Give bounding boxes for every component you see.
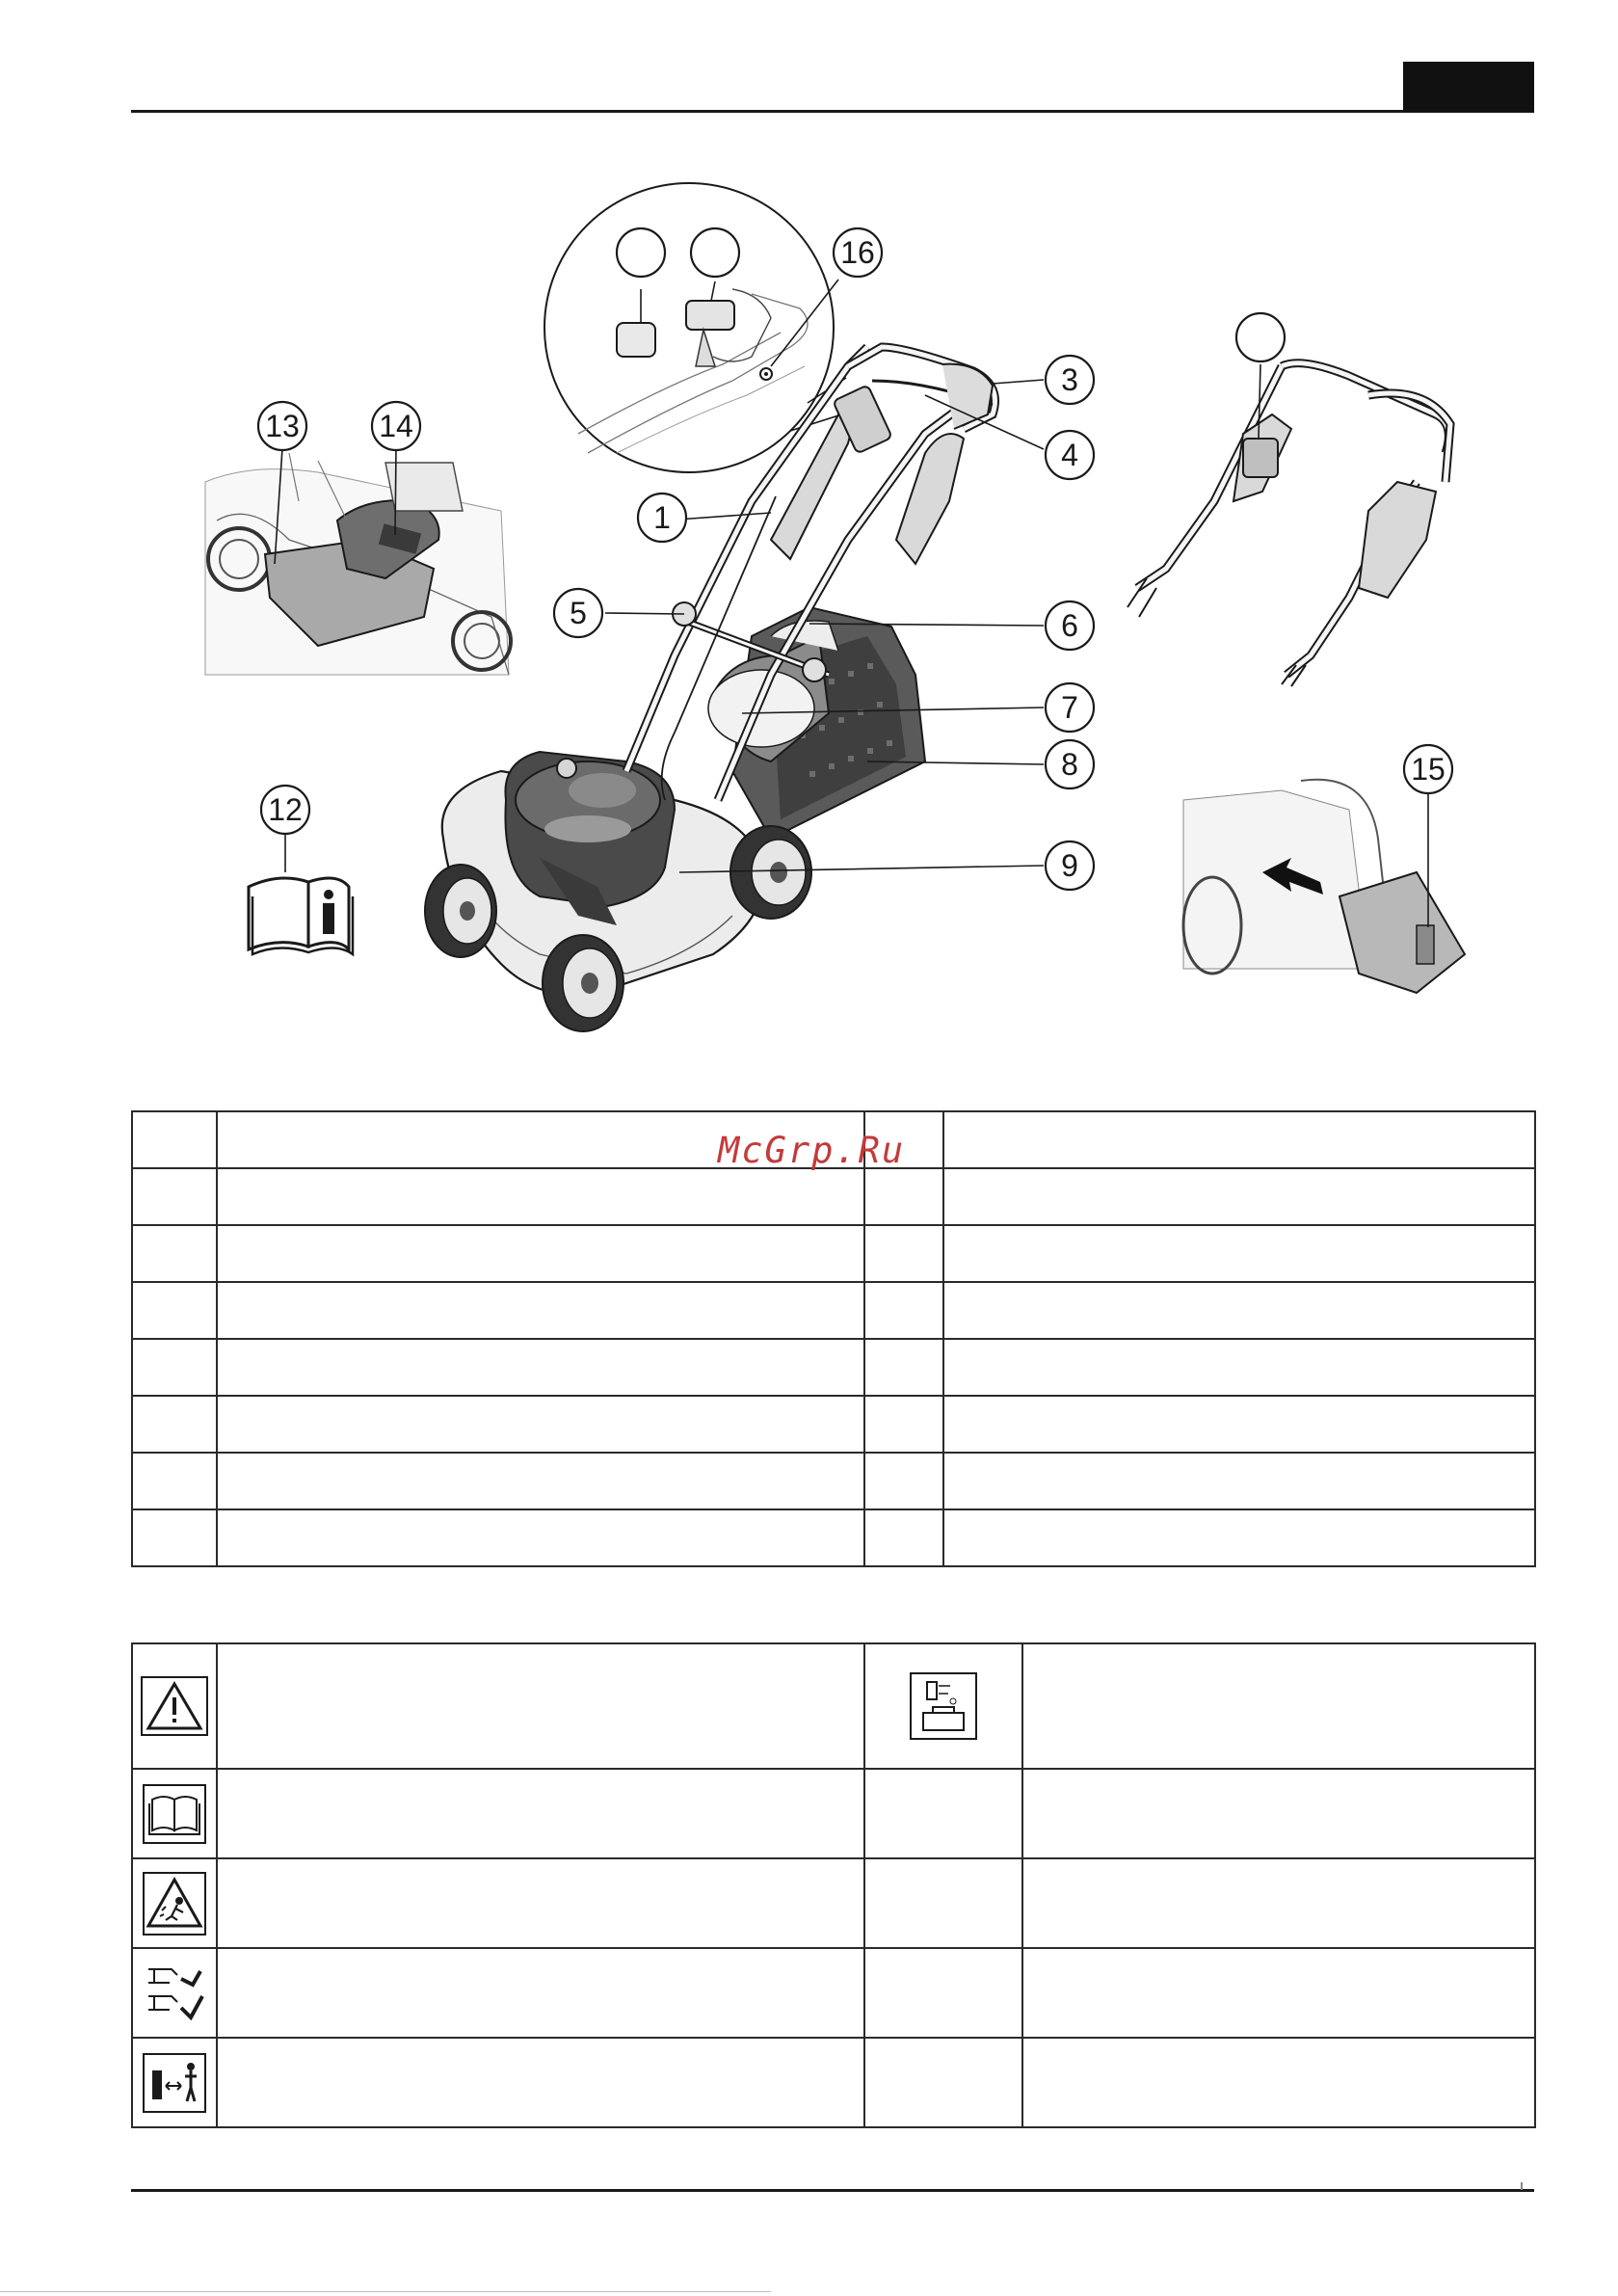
svg-text:5: 5 <box>570 596 587 630</box>
svg-text:9: 9 <box>1061 848 1078 883</box>
part-number-cell <box>132 1339 217 1396</box>
part-description-cell <box>943 1111 1535 1168</box>
part-number-cell <box>864 1339 943 1396</box>
callout-16 <box>834 228 882 277</box>
part-number-cell <box>132 1111 217 1168</box>
callout-8 <box>1046 740 1094 788</box>
symbol-row <box>132 1643 1535 1769</box>
symbol-description <box>217 1858 864 1948</box>
scan-edge-line <box>0 2291 771 2292</box>
symbol-icon-cell <box>864 1769 1022 1858</box>
part-description-cell <box>943 1282 1535 1339</box>
symbol-icon-cell <box>864 1643 1022 1769</box>
symbol-description <box>217 1769 864 1858</box>
rear-flap-detail <box>205 448 511 675</box>
handle-detail-magnifier <box>544 183 872 472</box>
part-description-cell <box>217 1168 864 1225</box>
symbol-description <box>217 1643 864 1769</box>
front-left-wheel <box>425 865 496 957</box>
symbol-icon-cell <box>864 1948 1022 2038</box>
part-description-cell <box>217 1282 864 1339</box>
part-number-cell <box>132 1225 217 1282</box>
callout-3 <box>1046 356 1094 404</box>
parts-row <box>132 1453 1535 1509</box>
flying-debris-icon <box>143 1872 206 1936</box>
symbol-icon-cell <box>864 2038 1022 2127</box>
parts-row <box>132 1282 1535 1339</box>
part-number-cell <box>132 1453 217 1509</box>
part-number-cell <box>864 1453 943 1509</box>
front-right-wheel <box>543 935 623 1031</box>
callout-12 <box>261 786 309 834</box>
parts-row <box>132 1168 1535 1225</box>
symbol-icon-cell <box>864 1858 1022 1948</box>
blade-check-icon <box>143 1963 206 2023</box>
symbol-icon-cell <box>132 1643 217 1769</box>
part-number-cell <box>864 1168 943 1225</box>
mulch-plug-detail <box>1183 779 1470 993</box>
symbol-row <box>132 1769 1535 1858</box>
safety-symbols-table <box>131 1642 1536 2128</box>
part-description-cell <box>217 1225 864 1282</box>
part-number-cell <box>132 1509 217 1566</box>
symbol-description <box>217 2038 864 2127</box>
symbol-icon-cell <box>132 2038 217 2127</box>
symbol-description <box>1022 1948 1535 2038</box>
symbol-row <box>132 2038 1535 2127</box>
callout-13 <box>258 402 306 450</box>
symbol-description <box>1022 1769 1535 1858</box>
svg-text:15: 15 <box>1411 752 1446 787</box>
part-description-cell <box>943 1396 1535 1453</box>
engine-service-icon <box>910 1672 977 1740</box>
part-number-cell <box>132 1396 217 1453</box>
symbol-row <box>132 1858 1535 1948</box>
manual-reference-icon <box>249 834 353 954</box>
part-description-cell <box>943 1168 1535 1225</box>
parts-row <box>132 1396 1535 1453</box>
svg-text:4: 4 <box>1061 438 1078 472</box>
callout-7 <box>1046 683 1094 732</box>
svg-text:8: 8 <box>1061 747 1078 782</box>
part-number-cell <box>864 1282 943 1339</box>
part-description-cell <box>217 1509 864 1566</box>
symbol-icon-cell <box>132 1948 217 2038</box>
symbol-description <box>1022 1858 1535 1948</box>
part-description-cell <box>943 1453 1535 1509</box>
svg-text:13: 13 <box>265 409 300 443</box>
part-number-cell <box>132 1168 217 1225</box>
symbol-icon-cell <box>132 1769 217 1858</box>
symbol-row <box>132 1948 1535 2038</box>
part-number-cell <box>132 1282 217 1339</box>
parts-list-table <box>131 1110 1536 1567</box>
part-description-cell <box>217 1339 864 1396</box>
svg-text:6: 6 <box>1061 608 1078 643</box>
rear-wheel <box>730 826 811 919</box>
part-number-cell <box>864 1396 943 1453</box>
part-number-cell <box>864 1509 943 1566</box>
svg-text:14: 14 <box>379 409 413 443</box>
mower-illustration <box>0 0 1618 1060</box>
svg-text:7: 7 <box>1061 690 1078 725</box>
svg-text:12: 12 <box>268 792 303 827</box>
callout-blank-c <box>1236 313 1285 361</box>
warning-triangle-icon <box>141 1676 208 1736</box>
part-description-cell <box>217 1396 864 1453</box>
footer-tick <box>1521 2182 1523 2190</box>
svg-text:3: 3 <box>1061 362 1078 397</box>
callout-9 <box>1046 841 1094 890</box>
part-description-cell <box>943 1225 1535 1282</box>
symbol-icon-cell <box>132 1858 217 1948</box>
folded-handle-detail <box>1127 363 1450 686</box>
parts-row <box>132 1339 1535 1396</box>
callout-blank-b <box>691 228 739 277</box>
parts-row <box>132 1509 1535 1566</box>
symbol-description <box>1022 2038 1535 2127</box>
svg-text:16: 16 <box>840 235 875 270</box>
part-description-cell <box>217 1453 864 1509</box>
svg-text:1: 1 <box>653 500 671 535</box>
watermark: McGrp.Ru <box>718 1130 906 1171</box>
part-number-cell <box>864 1225 943 1282</box>
footer-rule <box>131 2189 1534 2192</box>
part-description-cell <box>943 1509 1535 1566</box>
callout-15 <box>1404 745 1452 793</box>
callout-6 <box>1046 601 1094 650</box>
symbol-description <box>1022 1643 1535 1769</box>
symbol-description <box>217 1948 864 2038</box>
callout-5 <box>554 589 602 637</box>
callout-14 <box>372 402 420 450</box>
callout-4 <box>1046 431 1094 479</box>
manual-book-icon <box>143 1784 206 1844</box>
part-description-cell <box>943 1339 1535 1396</box>
parts-row <box>132 1225 1535 1282</box>
callout-blank-a <box>617 228 665 277</box>
callout-1 <box>638 494 686 542</box>
keep-distance-icon <box>143 2053 206 2113</box>
